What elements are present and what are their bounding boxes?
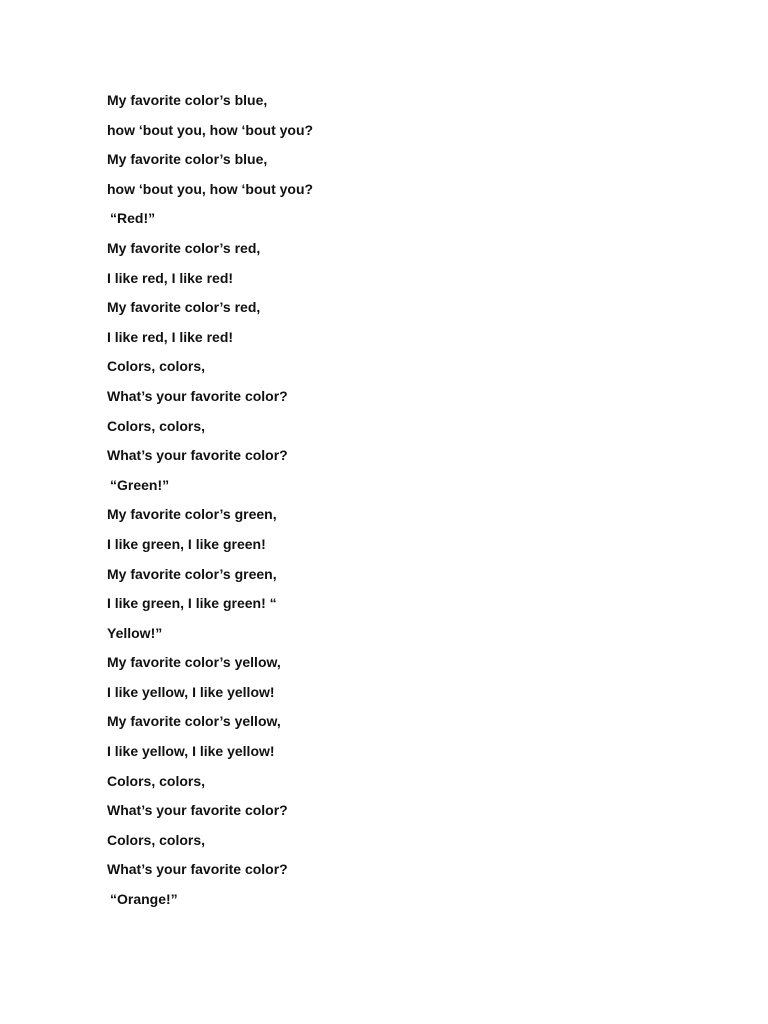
lyric-line: how ‘bout you, how ‘bout you? bbox=[107, 180, 314, 197]
lyric-line: I like red, I like red! bbox=[107, 328, 234, 345]
lyric-line: Yellow!” bbox=[107, 624, 163, 641]
lyric-line: My favorite color’s yellow, bbox=[107, 713, 281, 730]
lyric-line: My favorite color’s blue, bbox=[107, 92, 268, 108]
lyric-line: My favorite color’s red, bbox=[107, 239, 261, 256]
lyric-line: I like green, I like green! “ bbox=[107, 595, 277, 612]
lyric-line: “Orange!” bbox=[110, 891, 178, 908]
lyric-line: My favorite color’s green, bbox=[107, 565, 277, 582]
song-lyrics bbox=[107, 88, 313, 917]
lyric-line: Colors, colors, bbox=[107, 831, 206, 848]
lyric-line: I like yellow, I like yellow! bbox=[107, 683, 275, 700]
lyric-line: Colors, colors, bbox=[107, 358, 206, 375]
lyric-line: My favorite color’s blue, bbox=[107, 151, 268, 168]
lyric-line: What’s your favorite color? bbox=[107, 447, 288, 464]
lyric-line: What’s your favorite color? bbox=[107, 802, 288, 819]
lyric-line: My favorite color’s yellow, bbox=[107, 654, 281, 671]
lyric-line: Colors, colors, bbox=[107, 772, 206, 789]
lyric-line: “Green!” bbox=[110, 476, 170, 493]
lyric-line: “Red!” bbox=[110, 210, 156, 227]
lyric-line: how ‘bout you, how ‘bout you? bbox=[107, 121, 314, 138]
lyric-line: My favorite color’s red, bbox=[107, 299, 261, 316]
lyric-line: I like yellow, I like yellow! bbox=[107, 743, 275, 760]
lyric-line: Colors, colors, bbox=[107, 417, 206, 434]
lyric-line: What’s your favorite color? bbox=[107, 387, 288, 404]
lyric-line: I like green, I like green! bbox=[107, 535, 266, 552]
lyric-line: My favorite color’s green, bbox=[107, 506, 277, 523]
lyric-line: I like red, I like red! bbox=[107, 269, 234, 286]
lyric-line: What’s your favorite color? bbox=[107, 861, 288, 878]
